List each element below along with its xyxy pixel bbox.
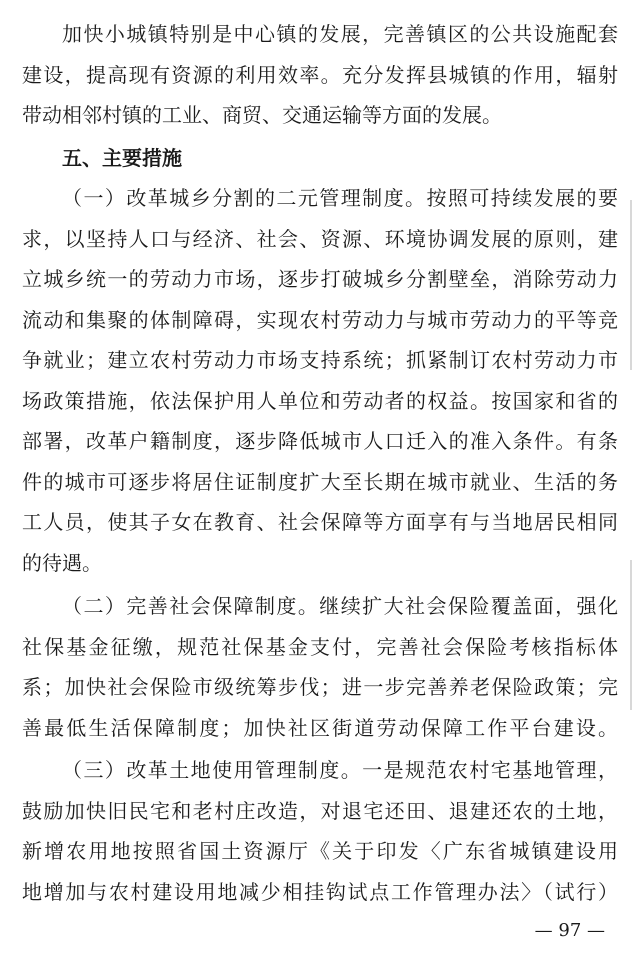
- paragraph-line: 的待遇。: [22, 551, 102, 575]
- paragraph-line: 地增加与农村建设用地减少相挂钩试点工作管理办法〉（试行）: [22, 880, 618, 904]
- paragraph-line: 带动相邻村镇的工业、商贸、交通运输等方面的发展。: [22, 103, 502, 127]
- paragraph-line: 工人员，使其子女在教育、社会保障等方面享有与当地居民相同: [22, 510, 618, 534]
- paragraph-line: 系；加快社会保险市级统筹步伐；进一步完善养老保险政策；完: [22, 675, 618, 699]
- paragraph-line: （一）改革城乡分割的二元管理制度。按照可持续发展的要: [62, 186, 618, 210]
- paragraph-line: 争就业；建立农村劳动力市场支持系统；抓紧制订农村劳动力市: [22, 348, 618, 372]
- paragraph-line: 流动和集聚的体制障碍，实现农村劳动力与城市劳动力的平等竞: [22, 308, 618, 332]
- paragraph-line: （二）完善社会保障制度。继续扩大社会保险覆盖面，强化: [62, 594, 618, 618]
- paragraph-line: 部署，改革户籍制度，逐步降低城市人口迁入的准入条件。有条: [22, 429, 618, 453]
- paragraph-line: 场政策措施，依法保护用人单位和劳动者的权益。按国家和省的: [22, 389, 618, 413]
- paragraph-line: 求，以坚持人口与经济、社会、资源、环境协调发展的原则，建: [22, 227, 618, 251]
- paragraph-line: 立城乡统一的劳动力市场，逐步打破城乡分割壁垒，消除劳动力: [22, 267, 618, 291]
- paragraph-line: 新增农用地按照省国土资源厅《关于印发〈广东省城镇建设用: [22, 839, 618, 863]
- paragraph-line: 鼓励加快旧民宅和老村庄改造，对退宅还田、退建还农的土地，: [22, 799, 618, 823]
- page-number: — 97 —: [534, 920, 605, 941]
- paragraph-line: 加快小城镇特别是中心镇的发展，完善镇区的公共设施配套: [62, 22, 618, 46]
- scan-edge-mark: [630, 200, 632, 370]
- paragraph-line: 善最低生活保障制度；加快社区街道劳动保障工作平台建设。: [22, 716, 618, 740]
- paragraph-line: 件的城市可逐步将居住证制度扩大至长期在城市就业、生活的务: [22, 470, 618, 494]
- paragraph-line: （三）改革土地使用管理制度。一是规范农村宅基地管理，: [62, 758, 618, 782]
- paragraph-line: 社保基金征缴，规范社保基金支付，完善社会保险考核指标体: [22, 635, 618, 659]
- scan-edge-mark: [630, 560, 632, 710]
- paragraph-line: 建设，提高现有资源的利用效率。充分发挥县城镇的作用，辐射: [22, 63, 618, 87]
- section-heading: 五、主要措施: [62, 146, 182, 170]
